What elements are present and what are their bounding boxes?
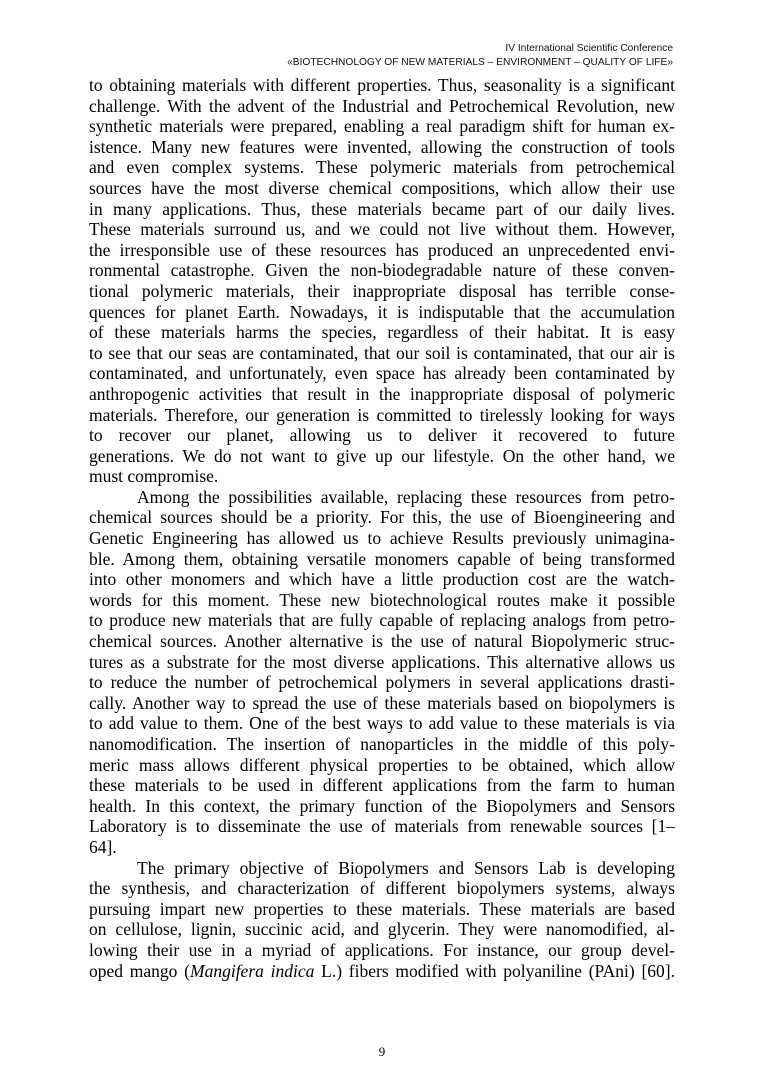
text-line: to see that our seas are contaminated, that our soil is contaminated, that our air is (89, 342, 675, 363)
text-line (89, 961, 675, 982)
text-line: on cellulose, lignin, succinic acid, and glycerin. They were nanomodified, al- (89, 919, 675, 940)
text-line: sources have the most diverse chemical compositions, which allow their use (89, 177, 675, 198)
text-line: Laboratory is to disseminate the use of materials from renewable sources [1– (89, 816, 675, 837)
text-line: of these materials harms the species, regardless of their habitat. It is easy (89, 322, 675, 343)
paragraph-end-line: must compromise. (89, 466, 219, 487)
text-line: contaminated, and unfortunately, even space has already been contaminated by (89, 363, 675, 384)
text-fragment: oped mango ( (89, 960, 190, 981)
text-line: to reduce the number of petrochemical polymers in several applications drasti- (89, 672, 675, 693)
text-line: challenge. With the advent of the Industrial and Petrochemical Revolution, new (89, 95, 675, 116)
text-line: these materials to be used in different applications from the farm to human (89, 775, 675, 796)
text-line: These materials surround us, and we could not live without them. However, (89, 219, 675, 240)
text-line: health. In this context, the primary function of the Biopolymers and Sensors (89, 795, 675, 816)
running-header (287, 42, 673, 70)
text-line: anthropogenic activities that result in the inappropriate disposal of polymeric (89, 383, 675, 404)
text-line: in many applications. Thus, these materials became part of our daily lives. (89, 198, 675, 219)
text-line: pursuing impart new properties to these materials. These materials are based (89, 898, 675, 919)
text-line: and even complex systems. These polymeric materials from petrochemical (89, 157, 675, 178)
text-line: words for this moment. These new biotechnological routes make it possible (89, 589, 675, 610)
text-line: chemical sources. Another alternative is the use of natural Biopolymeric struc- (89, 631, 675, 652)
paragraph-start-line: The primary objective of Biopolymers and Sensors Lab is developing (137, 857, 675, 878)
paragraph-end-line: 64]. (89, 836, 117, 857)
text-line: tures as a substrate for the most diverse applications. This alternative allows us (89, 651, 675, 672)
text-fragment: L.) fibers modified with polyaniline (PAni) [60]. (314, 960, 676, 981)
text-line: Genetic Engineering has allowed us to achieve Results previously unimagina- (89, 528, 675, 549)
text-line: to add value to them. One of the best ways to add value to these materials is via (89, 713, 675, 734)
text-line: chemical sources should be a priority. For this, the use of Bioengineering and (89, 507, 675, 528)
text-line: cally. Another way to spread the use of these materials based on biopolymers is (89, 692, 675, 713)
text-line: lowing their use in a myriad of applications. For instance, our group devel- (89, 939, 675, 960)
text-line: istence. Many new features were invented, allowing the construction of tools (89, 136, 675, 157)
species-name: Mangifera indica (190, 960, 315, 981)
text-line: tional polymeric materials, their inappropriate disposal has terrible conse- (89, 280, 675, 301)
body-text (89, 75, 675, 981)
text-line: to obtaining materials with different properties. Thus, seasonality is a significant (89, 75, 675, 95)
paragraph-start-line: Among the possibilities available, replacing these resources from petro- (137, 486, 675, 507)
page-number: 9 (378, 1044, 386, 1059)
text-line: the irresponsible use of these resources has produced an unprecedented envi- (89, 239, 675, 260)
text-line: generations. We do not want to give up our lifestyle. On the other hand, we (89, 445, 675, 466)
text-line: to produce new materials that are fully capable of replacing analogs from petro- (89, 610, 675, 631)
text-line: quences for planet Earth. Nowadays, it is indisputable that the accumulation (89, 301, 675, 322)
text-line: synthetic materials were prepared, enabling a real paradigm shift for human ex- (89, 116, 675, 137)
conference-title: IV International Scientific Conference (505, 43, 673, 54)
text-line: materials. Therefore, our generation is committed to tirelessly looking for ways (89, 404, 675, 425)
text-line: to recover our planet, allowing us to deliver it recovered to future (89, 425, 675, 446)
text-line: ble. Among them, obtaining versatile monomers capable of being transformed (89, 548, 675, 569)
text-line: nanomodification. The insertion of nanoparticles in the middle of this poly- (89, 734, 675, 754)
text-line: ronmental catastrophe. Given the non-biodegradable nature of these conven- (89, 260, 675, 281)
text-line: the synthesis, and characterization of different biopolymers systems, always (89, 878, 675, 899)
text-line: meric mass allows different physical properties to be obtained, which allow (89, 754, 675, 775)
text-line: into other monomers and which have a little production cost are the watch- (89, 569, 675, 590)
conference-subtitle: «BIOTECHNOLOGY OF NEW MATERIALS – ENVIRONMENT – QUALITY OF LIFE» (287, 57, 673, 68)
